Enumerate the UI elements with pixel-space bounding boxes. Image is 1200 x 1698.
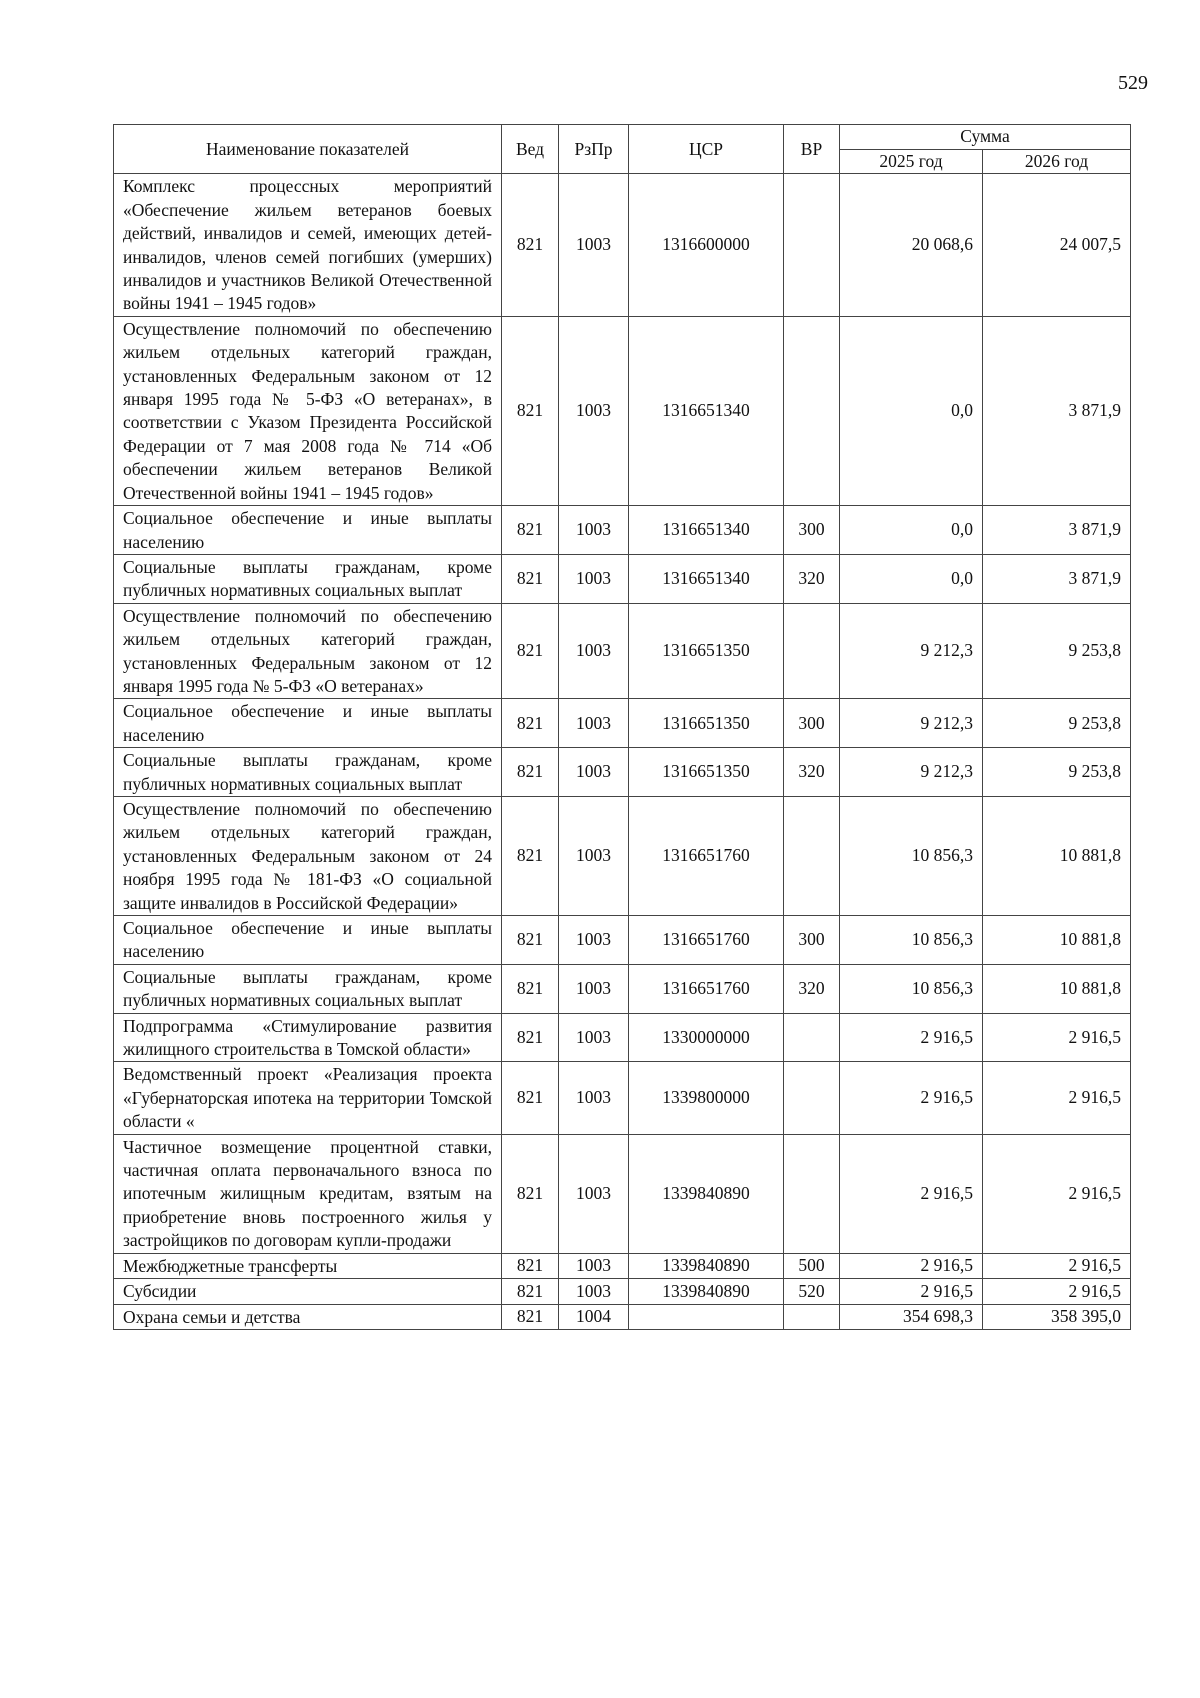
header-csr: ЦСР <box>629 125 784 174</box>
row-vr: 500 <box>784 1253 840 1278</box>
row-amount-2025: 2 916,5 <box>840 1279 983 1304</box>
row-csr: 1316651760 <box>629 916 784 965</box>
table-body <box>114 174 1131 1330</box>
row-amount-2026: 9 253,8 <box>983 699 1131 748</box>
row-rzpr: 1003 <box>559 699 629 748</box>
row-csr: 1339840890 <box>629 1134 784 1253</box>
row-csr: 1339840890 <box>629 1253 784 1278</box>
row-amount-2026: 2 916,5 <box>983 1013 1131 1062</box>
row-amount-2026: 3 871,9 <box>983 506 1131 555</box>
row-rzpr: 1003 <box>559 174 629 316</box>
header-year-2026: 2026 год <box>983 150 1131 174</box>
row-rzpr: 1003 <box>559 748 629 797</box>
row-ved: 821 <box>502 1134 559 1253</box>
row-rzpr: 1003 <box>559 1279 629 1304</box>
table-row <box>114 1062 1131 1134</box>
row-csr: 1316600000 <box>629 174 784 316</box>
row-name: Социальные выплаты гражданам, кроме публичных нормативных социальных выплат <box>114 964 502 1013</box>
budget-table <box>113 124 1131 1330</box>
row-amount-2025: 20 068,6 <box>840 174 983 316</box>
row-vr: 300 <box>784 699 840 748</box>
row-rzpr: 1003 <box>559 1013 629 1062</box>
row-ved: 821 <box>502 603 559 699</box>
row-name: Межбюджетные трансферты <box>114 1253 502 1278</box>
row-amount-2026: 3 871,9 <box>983 316 1131 505</box>
row-name: Социальное обеспечение и иные выплаты населению <box>114 699 502 748</box>
table-row <box>114 1134 1131 1253</box>
row-csr: 1316651350 <box>629 748 784 797</box>
table-row <box>114 964 1131 1013</box>
table-row <box>114 748 1131 797</box>
row-amount-2025: 9 212,3 <box>840 748 983 797</box>
table-row <box>114 316 1131 505</box>
row-ved: 821 <box>502 1279 559 1304</box>
row-name: Осуществление полномочий по обеспечению жильем отдельных категорий граждан, установленных Федеральным законом от 24 ноября 1995 года № 181-ФЗ «О социальной защите инвалидов в Российской Федерации» <box>114 796 502 915</box>
row-amount-2026: 358 395,0 <box>983 1304 1131 1329</box>
table-row <box>114 1304 1131 1329</box>
row-name: Охрана семьи и детства <box>114 1304 502 1329</box>
row-ved: 821 <box>502 796 559 915</box>
row-vr: 520 <box>784 1279 840 1304</box>
row-vr <box>784 316 840 505</box>
row-amount-2026: 2 916,5 <box>983 1134 1131 1253</box>
row-vr: 300 <box>784 916 840 965</box>
row-csr: 1316651340 <box>629 316 784 505</box>
row-amount-2026: 10 881,8 <box>983 796 1131 915</box>
row-ved: 821 <box>502 1304 559 1329</box>
row-ved: 821 <box>502 699 559 748</box>
row-amount-2025: 354 698,3 <box>840 1304 983 1329</box>
row-vr <box>784 1304 840 1329</box>
row-vr <box>784 174 840 316</box>
table-row <box>114 554 1131 603</box>
table-row <box>114 699 1131 748</box>
row-csr: 1316651350 <box>629 603 784 699</box>
table-row <box>114 1279 1131 1304</box>
row-ved: 821 <box>502 1062 559 1134</box>
row-vr <box>784 1062 840 1134</box>
row-vr <box>784 796 840 915</box>
row-vr <box>784 603 840 699</box>
table-header-row <box>114 125 1131 150</box>
row-ved: 821 <box>502 554 559 603</box>
row-rzpr: 1003 <box>559 1062 629 1134</box>
row-amount-2025: 9 212,3 <box>840 603 983 699</box>
row-amount-2026: 3 871,9 <box>983 554 1131 603</box>
row-csr <box>629 1304 784 1329</box>
row-amount-2025: 2 916,5 <box>840 1253 983 1278</box>
row-rzpr: 1003 <box>559 554 629 603</box>
row-rzpr: 1003 <box>559 506 629 555</box>
table-row <box>114 1253 1131 1278</box>
header-vr: ВР <box>784 125 840 174</box>
row-name: Частичное возмещение процентной ставки, частичная оплата первоначального взноса по ипотечным жилищным кредитам, взятым на приобретение вновь построенного жилья у застройщиков по договорам купли-продажи <box>114 1134 502 1253</box>
row-amount-2025: 2 916,5 <box>840 1062 983 1134</box>
row-rzpr: 1003 <box>559 1253 629 1278</box>
row-name: Социальное обеспечение и иные выплаты населению <box>114 506 502 555</box>
row-csr: 1316651350 <box>629 699 784 748</box>
row-name: Комплекс процессных мероприятий «Обеспечение жильем ветеранов боевых действий, инвалидов и семей, имеющих детей-инвалидов, членов семей погибших (умерших) инвалидов и участников Великой Отечественной войны 1941 – 1945 годов» <box>114 174 502 316</box>
row-ved: 821 <box>502 1253 559 1278</box>
row-name: Субсидии <box>114 1279 502 1304</box>
row-amount-2026: 10 881,8 <box>983 916 1131 965</box>
row-csr: 1316651760 <box>629 964 784 1013</box>
row-csr: 1339840890 <box>629 1279 784 1304</box>
header-rzpr: РзПр <box>559 125 629 174</box>
table-row <box>114 1013 1131 1062</box>
table-row <box>114 506 1131 555</box>
table-row <box>114 916 1131 965</box>
row-ved: 821 <box>502 748 559 797</box>
row-rzpr: 1003 <box>559 796 629 915</box>
row-amount-2026: 2 916,5 <box>983 1062 1131 1134</box>
table-row <box>114 174 1131 316</box>
row-amount-2025: 10 856,3 <box>840 796 983 915</box>
row-name: Подпрограмма «Стимулирование развития жилищного строительства в Томской области» <box>114 1013 502 1062</box>
row-csr: 1330000000 <box>629 1013 784 1062</box>
row-amount-2025: 10 856,3 <box>840 916 983 965</box>
row-ved: 821 <box>502 316 559 505</box>
row-ved: 821 <box>502 506 559 555</box>
row-csr: 1316651340 <box>629 554 784 603</box>
row-rzpr: 1004 <box>559 1304 629 1329</box>
row-amount-2026: 9 253,8 <box>983 748 1131 797</box>
row-csr: 1339800000 <box>629 1062 784 1134</box>
header-name: Наименование показателей <box>114 125 502 174</box>
row-amount-2026: 10 881,8 <box>983 964 1131 1013</box>
row-vr: 320 <box>784 748 840 797</box>
header-sum: Сумма <box>840 125 1131 150</box>
row-amount-2025: 9 212,3 <box>840 699 983 748</box>
row-vr: 320 <box>784 554 840 603</box>
row-csr: 1316651340 <box>629 506 784 555</box>
row-csr: 1316651760 <box>629 796 784 915</box>
row-name: Осуществление полномочий по обеспечению жильем отдельных категорий граждан, установленных Федеральным законом от 12 января 1995 года № 5-ФЗ «О ветеранах», в соответствии с Указом Президента Российской Федерации от 7 мая 2008 года № 714 «Об обеспечении жильем ветеранов Великой Отечественной войны 1941 – 1945 годов» <box>114 316 502 505</box>
row-amount-2025: 0,0 <box>840 506 983 555</box>
row-name: Ведомственный проект «Реализация проекта «Губернаторская ипотека на территории Томской области « <box>114 1062 502 1134</box>
table-row <box>114 796 1131 915</box>
row-rzpr: 1003 <box>559 316 629 505</box>
row-amount-2026: 2 916,5 <box>983 1253 1131 1278</box>
header-year-2025: 2025 год <box>840 150 983 174</box>
row-amount-2025: 0,0 <box>840 554 983 603</box>
row-rzpr: 1003 <box>559 964 629 1013</box>
row-ved: 821 <box>502 964 559 1013</box>
row-name: Социальные выплаты гражданам, кроме публичных нормативных социальных выплат <box>114 554 502 603</box>
table-row <box>114 603 1131 699</box>
row-amount-2026: 24 007,5 <box>983 174 1131 316</box>
row-rzpr: 1003 <box>559 603 629 699</box>
row-amount-2026: 9 253,8 <box>983 603 1131 699</box>
row-ved: 821 <box>502 1013 559 1062</box>
row-amount-2025: 2 916,5 <box>840 1134 983 1253</box>
row-amount-2025: 2 916,5 <box>840 1013 983 1062</box>
row-name: Осуществление полномочий по обеспечению жильем отдельных категорий граждан, установленных Федеральным законом от 12 января 1995 года № 5-ФЗ «О ветеранах» <box>114 603 502 699</box>
header-ved: Вед <box>502 125 559 174</box>
row-ved: 821 <box>502 174 559 316</box>
row-amount-2025: 0,0 <box>840 316 983 505</box>
page-number: 529 <box>1118 72 1148 94</box>
row-vr <box>784 1134 840 1253</box>
row-amount-2025: 10 856,3 <box>840 964 983 1013</box>
row-name: Социальные выплаты гражданам, кроме публичных нормативных социальных выплат <box>114 748 502 797</box>
row-rzpr: 1003 <box>559 916 629 965</box>
row-vr <box>784 1013 840 1062</box>
row-vr: 300 <box>784 506 840 555</box>
row-amount-2026: 2 916,5 <box>983 1279 1131 1304</box>
row-ved: 821 <box>502 916 559 965</box>
row-rzpr: 1003 <box>559 1134 629 1253</box>
row-vr: 320 <box>784 964 840 1013</box>
row-name: Социальное обеспечение и иные выплаты населению <box>114 916 502 965</box>
